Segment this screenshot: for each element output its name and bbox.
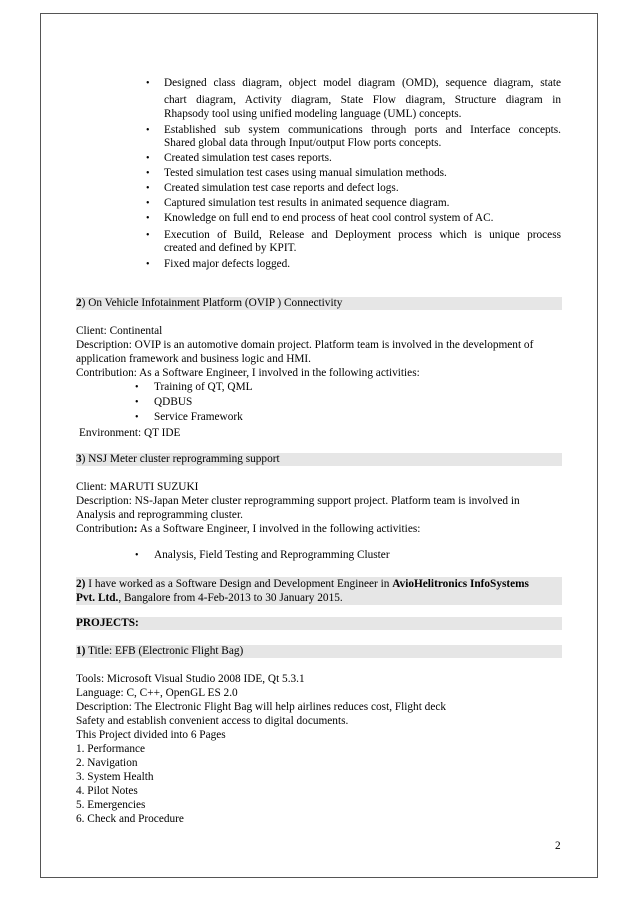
section-heading-ovip: 2) On Vehicle Infotainment Platform (OVIP ) Connectivity xyxy=(76,297,562,310)
list-item: Created simulation test case reports and defect logs. xyxy=(164,182,399,194)
efb-pages-intro: This Project divided into 6 Pages xyxy=(76,729,226,741)
ovip-environment: Environment: QT IDE xyxy=(79,427,181,439)
bullet-icon: • xyxy=(146,78,150,89)
list-item: Designed class diagram, object model diagram (OMD), sequence diagram, state xyxy=(164,77,561,89)
nsj-description-cont: Analysis and reprogramming cluster. xyxy=(76,509,243,521)
ovip-contribution: Contribution: As a Software Engineer, I involved in the following activities: xyxy=(76,367,420,379)
list-item: QDBUS xyxy=(154,396,193,408)
list-item: 3. System Health xyxy=(76,771,154,783)
bullet-icon: • xyxy=(135,550,139,561)
list-item: Shared global data through Input/output Flow ports concepts. xyxy=(164,137,442,149)
bullet-icon: • xyxy=(146,230,150,241)
list-item: 1. Performance xyxy=(76,743,146,755)
bullet-icon: • xyxy=(135,412,139,423)
ovip-description-cont: application framework and business logic and HMI. xyxy=(76,353,311,365)
bullet-icon: • xyxy=(146,213,150,224)
section-heading-nsj: 3) NSJ Meter cluster reprogramming support xyxy=(76,453,562,466)
projects-heading: PROJECTS: xyxy=(76,617,562,630)
list-item: Tested simulation test cases using manual simulation methods. xyxy=(164,167,447,179)
list-item: chart diagram, Activity diagram, State Flow diagram, Structure diagram in xyxy=(164,94,561,106)
ovip-client: Client: Continental xyxy=(76,325,163,337)
list-item: 5. Emergencies xyxy=(76,799,146,811)
list-item: Fixed major defects logged. xyxy=(164,258,291,270)
list-item: Service Framework xyxy=(154,411,243,423)
bullet-icon: • xyxy=(135,397,139,408)
list-item: Execution of Build, Release and Deployment process which is unique process xyxy=(164,229,561,241)
list-item: created and defined by KPIT. xyxy=(164,242,297,254)
bullet-icon: • xyxy=(146,153,150,164)
bullet-icon: • xyxy=(135,382,139,393)
list-item: Training of QT, QML xyxy=(154,381,253,393)
list-item: Created simulation test cases reports. xyxy=(164,152,332,164)
list-item: 4. Pilot Notes xyxy=(76,785,138,797)
bullet-icon: • xyxy=(146,259,150,270)
list-item: Knowledge on full end to end process of heat cool control system of AC. xyxy=(164,212,494,224)
efb-language: Language: C, C++, OpenGL ES 2.0 xyxy=(76,687,238,699)
employment-line-1: 2) I have worked as a Software Design and Development Engineer in AvioHelitronics InfoSystems xyxy=(76,578,529,590)
list-item: 2. Navigation xyxy=(76,757,138,769)
efb-description-cont: Safety and establish convenient access to digital documents. xyxy=(76,715,349,727)
list-item: Established sub system communications through ports and Interface concepts. xyxy=(164,124,561,136)
list-item: Analysis, Field Testing and Reprogramming Cluster xyxy=(154,549,390,561)
efb-description: Description: The Electronic Flight Bag will help airlines reduces cost, Flight deck xyxy=(76,701,446,713)
bullet-icon: • xyxy=(146,183,150,194)
list-item: Rhapsody tool using unified modeling language (UML) concepts. xyxy=(164,108,462,120)
nsj-client: Client: MARUTI SUZUKI xyxy=(76,481,199,493)
nsj-description: Description: NS-Japan Meter cluster reprogramming support project. Platform team is involved in xyxy=(76,495,520,507)
bullet-icon: • xyxy=(146,198,150,209)
list-item: 6. Check and Procedure xyxy=(76,813,184,825)
bullet-icon: • xyxy=(146,168,150,179)
page-number: 2 xyxy=(555,840,561,852)
nsj-contribution: Contribution: As a Software Engineer, I involved in the following activities: xyxy=(76,523,421,535)
section-heading-efb: 1) Title: EFB (Electronic Flight Bag) xyxy=(76,645,562,658)
employment-line-2: Pvt. Ltd., Bangalore from 4-Feb-2013 to 30 January 2015. xyxy=(76,592,343,604)
bullet-icon: • xyxy=(146,125,150,136)
efb-tools: Tools: Microsoft Visual Studio 2008 IDE, Qt 5.3.1 xyxy=(76,673,305,685)
list-item: Captured simulation test results in animated sequence diagram. xyxy=(164,197,450,209)
ovip-description: Description: OVIP is an automotive domain project. Platform team is involved in the development of xyxy=(76,339,534,351)
